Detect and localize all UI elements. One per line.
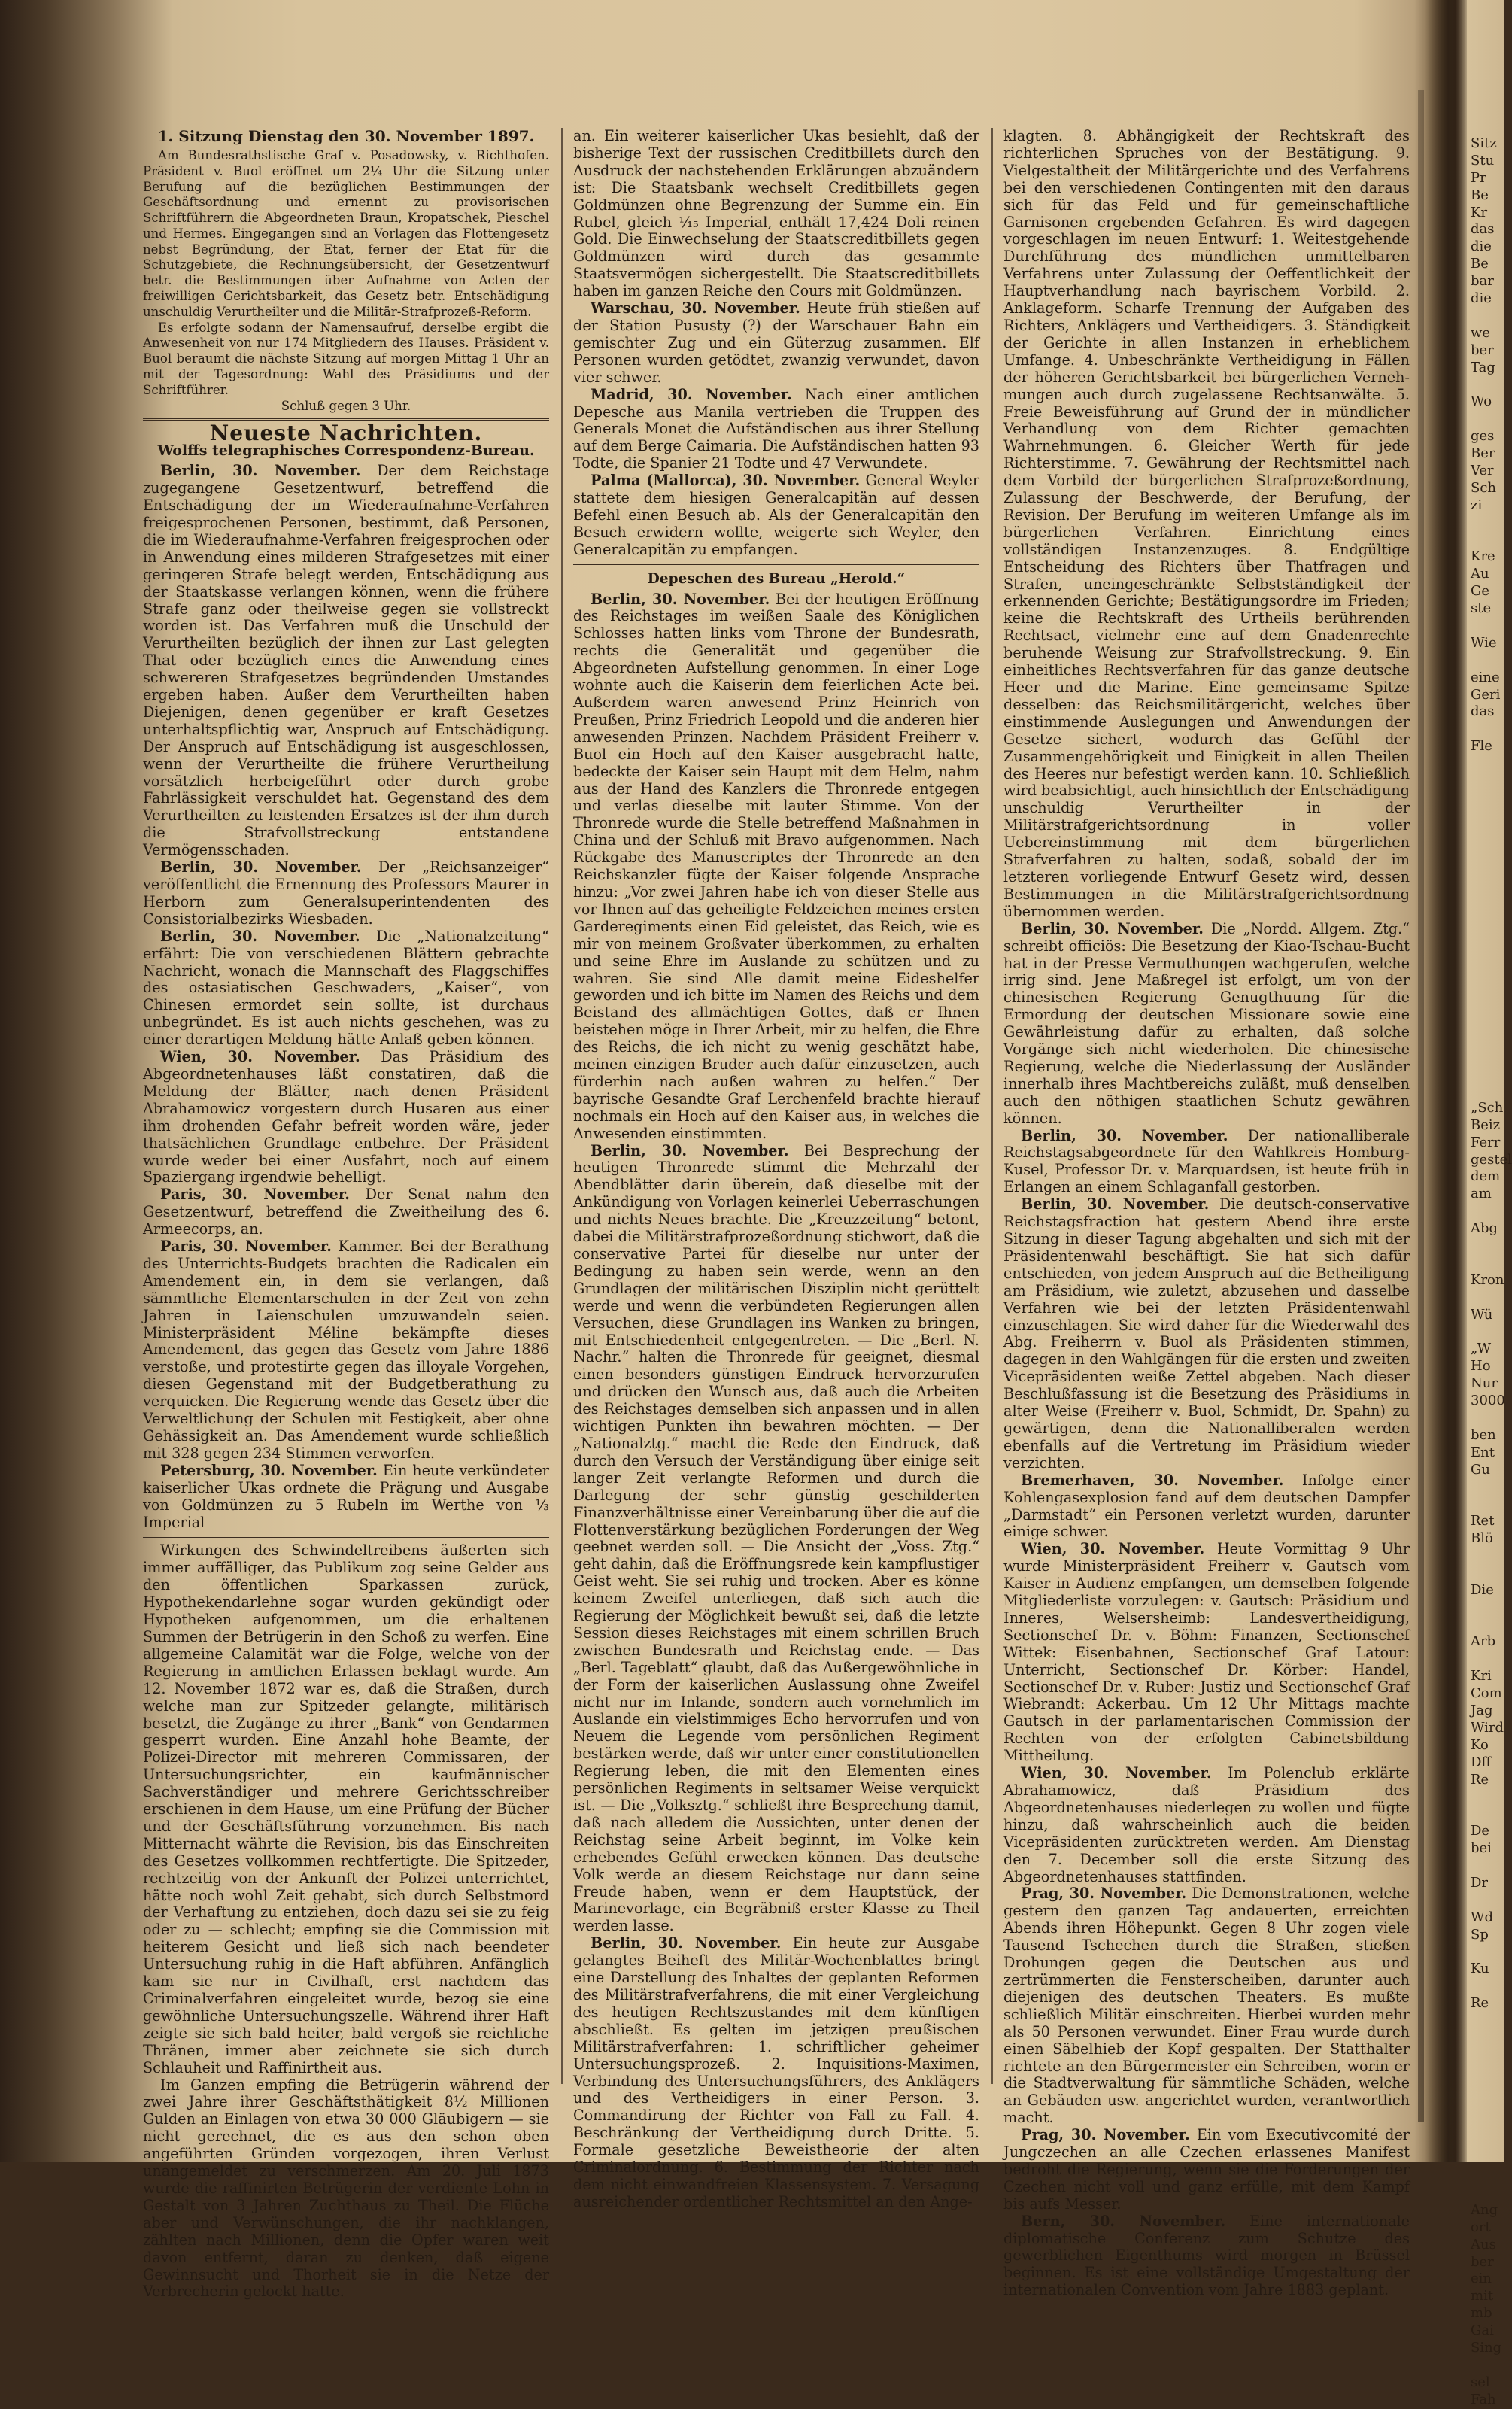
dateline: Warschau, 30. November.: [591, 299, 800, 317]
news-text: Die deutsch-conservative Reichstagsfraction hat gestern Abend ihre erste Sitzung in dieser Tagung abgehalten und sich mit der Präsidentenwahl beschäftigt. Sie hat sich dafür entschieden, von jedem Anspruch auf die Betheiligung am Präsidium, wie zuletzt, abzusehen und dasselbe Verfahren wie bei der letzten Präsidentenwahl einzuschlagen. Sie wird daher für die Wiederwahl des Abg. Freiherrn v. Buol als Präsidenten stimmen, dagegen in den Wahlgängen für die ersten und zweiten Vicepräsidenten weiße Zettel abgeben. Nach dieser Beschlußfassung ist die Besetzung des Präsidiums in alter Weise (Freiherr v. Buol, Schmidt, Dr. Spahn) zu gewärtigen, denn die Nationalliberalen werden ebenfalls auf die Vertretung im Präsidium wieder verzichten.: [1003, 1195, 1410, 1472]
fragment-line: das: [1471, 221, 1495, 238]
fragment-line: [1471, 652, 1504, 670]
dateline: Bern, 30. November.: [1021, 2212, 1226, 2230]
fragment-line: die: [1471, 290, 1492, 307]
news-text: Ein heute verkündeter kaiserlicher Ukas ordnete die Prägung und Ausgabe von Goldmünzen zu 5 Rubeln im Werthe von ⅓ Imperial: [143, 1461, 549, 1531]
news-text: Bei der heutigen Eröffnung des Reichstages im weißen Saale des Königlichen Schlosses hatten links vom Throne der Bundesrath, rechts die Generalität und gegenüber die Abgeordneten Aufstellung genommen. In einer Loge wohnte auch die Kaiserin dem feierlichen Acte bei. Außerdem waren anwesend Prinz Heinrich von Preußen, Prinz Friedrich Leopold und die anderen hier anwesenden Prinzen. Nachdem Präsident Freiherr v. Buol ein Hoch auf den Kaiser ausgebracht hatte, bedeckte der Kaiser sein Haupt mit dem Helm, nahm aus der Hand des Kanzlers die Thronrede entgegen und verlas dieselbe mit lauter Stimme. Von der Thronrede wurde die Stelle betreffend Maßnahmen in China und der Schluß mit Bravo aufgenommen. Nach Rückgabe des Manuscriptes der Thronrede an den Reichskanzler fügte der Kaiser folgende Ansprache hinzu: „Vor zwei Jahren habe ich von dieser Stelle aus vor Ihnen auf das geheiligte Feldzeichen meines ersten Garderegiments einen Eid geleistet, das Reich, wie es mir von meinem Großvater überkommen, zu erhalten und seine Ehre im Auslande zu schützen und zu wahren. Sie sind Alle damit meine Eideshelfer geworden und ich bitte im Namen des Reichs und dem Beistand des allmächtigen Gottes, daß er Ihnen beistehen möge in Ihrer Arbeit, mir zu helfen, die Ehre des Reichs, die ich nicht zu wenig geschätzt habe, meinen einzigen Bruder auch dafür einzusetzen, auch fürderhin nach außen wahren zu helfen.“ Der bayrische Gesandte Graf Lerchenfeld brachte hierauf nochmals ein Hoch auf den Kaiser aus, in welches die Anwesenden einstimmten.: [573, 590, 979, 1142]
fragment-line: [1471, 308, 1504, 325]
fragment-line: Stu: [1471, 152, 1495, 169]
fragment-line: Ho: [1471, 1358, 1491, 1375]
news-item: [573, 1935, 979, 2211]
column-1: [143, 127, 549, 2301]
fragment-line: [1471, 980, 1504, 997]
news-item: [573, 591, 979, 1143]
news-text: Die Demonstrationen, welche gestern den ganzen Tag andauerten, erreichten Abends ihren Höhepunkt. Gegen 8 Uhr zogen viele Tausend Tschechen durch die Straßen, stießen Drohungen gegen die Deutschen aus und zertrümmerten die Fensterscheiben, darunter auch diejenigen des deutschen Theaters. Es mußte schließlich Militär einschreiten. Hierbei wurden mehr als 50 Personen verwundet. Einer Frau wurde durch einen Säbelhieb der Kopf gespalten. Der Statthalter richtete an den Bürgermeister ein Schreiben, worin er die Stadtverwaltung für sämmtliche Schäden, welche an Gebäuden usw. angerichtet wurden, verantwortlich macht.: [1003, 1885, 1410, 2127]
fragment-line: Wird: [1471, 1719, 1504, 1736]
fragment-line: [1471, 1978, 1504, 1995]
news-text: an. Ein weiterer kaiserlicher Ukas besiehlt, daß der bisherige Text der russischen Creditbillets durch den Ausdruck der nachstehenden Erklärungen abzuändern ist: Die Staatsbank wechselt Creditbillets gegen Goldmünzen ohne Begrenzung der Summe ein. Ein Rubel, gleich ¹⁄₁₅ Imperial, enthält 17,424 Doli reinen Gold. Die Einwechselung der Staatscreditbillets gegen Goldmünzen wird durch das gesammte Staatsvermögen sichergestellt. Die Staatscreditbillets haben im ganzen Reiche den Cours mit Goldmünzen.: [573, 127, 979, 300]
news-item: [143, 928, 549, 1049]
dateline: Paris, 30. November.: [160, 1238, 332, 1256]
fragment-line: Aus: [1471, 2236, 1496, 2253]
fragment-line: [1471, 773, 1504, 790]
news-item: [573, 1143, 979, 1936]
news-item: [573, 472, 979, 559]
news-text: Der Senat nahm den Gesetzentwurf, betreffend die Zweitheilung des 6. Armeecorps, an.: [143, 1186, 549, 1238]
news-text: Bei Besprechung der heutigen Thronrede stimmt die Mehrzahl der Abendblätter darin überein, daß dieselbe mit der Ankündigung von Vorlagen keinerlei Ueberraschungen und nichts Neues brachte. Die „Kreuzzeitung“ betont, dabei die Militärstrafprozeßordnung stichwort, daß die conservative Partei für dieselbe nur unter der Bedingung zu haben sein werde, wenn an den Grundlagen der militärischen Disziplin nicht gerüttelt werde und wenn die verbündeten Regierungen allen Versuchen, diese Grundlagen ins Wanken zu bringen, mit Entschiedenheit entgegentreten. — Die „Berl. N. Nachr.“ halten die Thronrede für geeignet, diesmal einen besonders günstigen Eindruck hervorzurufen und drücken den Wunsch aus, daß auch die Arbeiten des Reichstages demselben sich anpassen und in allen wichtigen Punkten ihn bewahren möchten. — Der „Nationalztg.“ macht die Rede den Eindruck, daß durch den Versuch der Verständigung über einige seit langer Zeit verlangte Reformen und durch die Darlegung der sehr günstig geschilderten Finanzverhältnisse einer Vereinbarung über die auf die Flottenverstärkung bezüglichen Forderungen der Weg geebnet werden soll. — Die Ansicht der „Voss. Ztg.“ geht dahin, daß die Eröffnungsrede kein kampflustiger Geist weht. Sie sei ruhig und trocken. Aber es könne keinem Zweifel unterliegen, daß sich auch die Regierung der Möglichkeit bewußt sei, daß die letzte Session dieses Reichstages mit einem schrillen Bruch zwischen Bundesrath und Reichstag ende. — Das „Berl. Tageblatt“ glaubt, daß das Außergewöhnliche in der Form der kaiserlichen Auslassung ohne Zweifel nicht nur im Inlande, sondern auch vornehmlich im Auslande ein vielstimmiges Echo hervorrufen und von Neuem die Legende vom persönlichen Regiment bestärken werde, daß wir unter einer constitutionellen Regierung leben, die mit den Elementen eines persönlichen Regiments in seltsamer Weise verquickt ist. — Die „Volksztg.“ schließt ihre Besprechung damit, daß nach alledem die Aussichten, unter denen der Reichstag seine Arbeit beginnt, im Volke kein erhebendes Gefühl erwecken können. Das deutsche Volk werde an diesem Reichstage nur dann seine Freude haben, wenn er dem Hauptstück, der Marinevorlage, ein Begräbniß erster Klasse zu Theil werden lasse.: [573, 1141, 979, 1935]
news-item: [1003, 2127, 1410, 2213]
fragment-line: [1471, 1031, 1504, 1048]
sitzung-header: 1. Sitzung Dienstag den 30. November 1897.: [157, 127, 535, 145]
news-text: Der nationalliberale Reichstagsabgeordnete für den Wahlkreis Homburg-Kusel, Professor Dr. v. Marquardsen, ist heute früh in Erlangen an einem Schlaganfall gestorben.: [1003, 1126, 1410, 1196]
fragment-line: Pr: [1471, 169, 1486, 186]
news-item: [1003, 1472, 1410, 1542]
fragment-line: [1471, 893, 1504, 910]
fragment-line: Ferr: [1471, 1134, 1501, 1150]
fragment-line: Kri: [1471, 1668, 1492, 1684]
news-text: Ein vom Executivcomité der Jungczechen an alle Czechen erlassenes Manifest bedroht die Regierung, wenn sie die Forderungen der Czechen nicht voll und ganz erfülle, mit dem Kampf bis aufs Messer.: [1003, 2126, 1410, 2213]
fragment-line: Dff: [1471, 1754, 1492, 1770]
fragment-line: Nur: [1471, 1375, 1498, 1392]
fragment-line: Ret: [1471, 1513, 1495, 1530]
fragment-line: [1471, 876, 1504, 893]
news-item: [573, 300, 979, 387]
dateline: Berlin, 30. November.: [1021, 919, 1204, 937]
fragment-line: [1471, 1290, 1504, 1307]
sitzung-end: Schluß gegen 3 Uhr.: [281, 398, 411, 413]
fragment-line: [1471, 1065, 1504, 1083]
news-item: [143, 1238, 549, 1463]
fragment-line: [1471, 790, 1504, 807]
news-text: Im Polenclub erklärte Abrahamowicz, daß Präsidium des Abgeordnetenhauses niederlegen zu wollen und fügte hinzu, daß wahrscheinlich auch die beiden Vicepräsidenten zurücktreten werden. Am Dienstag den 7. December soll die erste Sitzung des Abgeordnetenhauses stattfinden.: [1003, 1764, 1410, 1885]
section-subtitle: Wolffs telegraphisches Correspondenz-Bureau.: [157, 442, 535, 460]
news-item: [143, 1186, 549, 1238]
news-text: Die „Nordd. Allgem. Ztg.“ schreibt officiös: Die Besetzung der Kiao-Tschau-Bucht hat in der Presse Vermuthungen wachgerufen, welche irrig sind. Jene Maßregel ist erfolgt, um von der chinesischen Regierung Genugthuung für die Ermordung der deutschen Missionare sowie eine Gewährleistung dafür zu erhalten, daß solche Vorgänge sich nicht wiederholen. Die chinesische Regierung, welche die Niederlassung der Ausländer innerhalb ihres Machtbereichs zuläßt, muß denselben auch den nöthigen staatlichen Schutz gewähren können.: [1003, 919, 1410, 1127]
news-text: Kammer. Bei der Berathung des Unterrichts-Budgets brachten die Radicalen ein Amendement ein, in dem sie verlangen, daß sämmtliche Elementarschulen in der Zeit von zehn Jahren in Laienschulen umzuwandeln seien. Ministerpräsident Méline bekämpfte dieses Amendement, das gegen das Gesetz vom Jahre 1886 verstoße, und protestirte gegen das illoyale Vorgehen, diesen Gegenstand mit der Budgetberathung zu verquicken. Die Regierung wende das Gesetz über die Verweltlichung der Schulen mit Festigkeit, aber ohne Gehässigkeit an. Das Amendement wurde schließlich mit 328 gegen 234 Stimmen verworfen.: [143, 1238, 549, 1462]
news-text: Infolge einer Kohlengasexplosion fand auf dem deutschen Dampfer „Darmstadt“ ein Personen verletzt wurden, darunter einige schwer.: [1003, 1471, 1410, 1541]
fragment-line: bar: [1471, 273, 1494, 290]
fragment-line: [1471, 2030, 1504, 2047]
news-text: Eine internationale diplomatische Conferenz zum Schutze des gewerblichen Eigenthums wird morgen in Brüssel beginnen. Es ist eine vollständige Umgestaltung der internationalen Convention vom Jahre 1883 geplant.: [1003, 2212, 1410, 2299]
fragment-line: [1471, 2150, 1504, 2167]
dateline: Wien, 30. November.: [160, 1048, 360, 1066]
fragment-line: am: [1471, 1186, 1492, 1202]
fragment-line: Ang: [1471, 2201, 1498, 2218]
fragment-line: [1471, 945, 1504, 962]
fragment-line: Gu: [1471, 1461, 1490, 1478]
fragment-line: [1471, 825, 1504, 842]
fragment-line: Ko: [1471, 1736, 1489, 1753]
column-3: [1003, 127, 1410, 2299]
fragment-line: [1471, 1806, 1504, 1823]
fragment-line: [1471, 1323, 1504, 1341]
fragment-line: [1471, 1238, 1504, 1255]
fragment-line: [1471, 1565, 1504, 1582]
fragment-line: Sitz: [1471, 135, 1497, 151]
dateline: Wien, 30. November.: [1021, 1540, 1205, 1558]
fragment-line: Kron: [1471, 1271, 1504, 1288]
dateline: Berlin, 30. November.: [160, 858, 362, 876]
fragment-line: [1471, 1410, 1504, 1427]
fragment-line: Au: [1471, 566, 1489, 582]
column-rule: [561, 128, 563, 2084]
fragment-line: Ku: [1471, 1961, 1489, 1977]
fragment-line: Fah: [1471, 2391, 1496, 2407]
fragment-line: „W: [1471, 1341, 1492, 1357]
fragment-line: Be: [1471, 187, 1489, 203]
adjacent-page-fragment: [1471, 135, 1512, 2407]
news-item: [1003, 921, 1410, 1128]
fragment-line: Wü: [1471, 1306, 1493, 1323]
fragment-line: we: [1471, 324, 1491, 341]
news-item: [143, 1463, 549, 1532]
news-item: [1003, 1885, 1410, 2127]
news-item: [1003, 1128, 1410, 1197]
fragment-line: Blö: [1471, 1530, 1493, 1547]
fragment-line: [1471, 2167, 1504, 2185]
fragment-line: [1471, 842, 1504, 859]
fragment-line: eine: [1471, 669, 1500, 685]
fragment-line: [1471, 1858, 1504, 1875]
fragment-line: [1471, 962, 1504, 980]
dateline: Bremerhaven, 30. November.: [1021, 1471, 1284, 1489]
book-gutter-shadow: [1425, 0, 1467, 2162]
fragment-line: Jag: [1471, 1703, 1493, 1719]
fragment-line: Ber: [1471, 445, 1495, 462]
fragment-line: [1471, 1083, 1504, 1100]
fragment-line: gestel: [1471, 1151, 1512, 1168]
fragment-line: Gai: [1471, 2322, 1494, 2339]
fragment-line: ges: [1471, 428, 1495, 445]
fragment-line: Sing: [1471, 2340, 1502, 2356]
fragment-line: Die: [1471, 1581, 1494, 1598]
fragment-line: [1471, 531, 1504, 548]
fragment-line: Re: [1471, 1995, 1489, 2012]
fragment-line: Ge: [1471, 583, 1490, 600]
dateline: Berlin, 30. November.: [1021, 1126, 1228, 1144]
section-divider: [573, 564, 979, 565]
section-title: Neueste Nachrichten.: [209, 421, 483, 446]
fragment-line: Kr: [1471, 204, 1488, 220]
fragment-line: [1471, 997, 1504, 1014]
newspaper-page: [143, 127, 1414, 2301]
fragment-line: Com: [1471, 1685, 1502, 1702]
sitzung-text-2: Es erfolgte sodann der Namensaufruf, derselbe ergibt die Anwesenheit von nur 174 Mitgliedern des Hauses. Präsident v. Buol beraumt die nächste Sitzung auf morgen Mittag 1 Uhr an mit der Tagesordnung: Wahl des Präsidiums und der Schriftführer.: [143, 320, 549, 397]
news-text: Heute früh stießen auf der Station Pususty (?) der Warschauer Bahn ein gemischter Zug und ein Güterzug zusammen. Elf Personen wurden getödtet, zwanzig verwundet, davon vier schwer.: [573, 299, 979, 386]
fragment-line: zi: [1471, 497, 1483, 513]
fragment-line: [1471, 1478, 1504, 1496]
news-item: [143, 463, 549, 859]
fragment-line: Be: [1471, 256, 1489, 272]
fragment-line: [1471, 1617, 1504, 1634]
news-text: Der dem Reichstage zugegangene Gesetzentwurf, betreffend die Entschädigung der im Wiederaufnahme-Verfahren freigesprochenen Personen, bestimmt, daß Personen, die im Wiederaufnahme-Verfahren freigesprochen oder in Anwendung eines milderen Strafgesetzes mit einer geringeren Strafe belegt werden, Entschädigung aus der Staatskasse verlangen können, wenn die frühere Strafe ganz oder theilweise gegen sie vollstreckt worden ist. Das Verfahren muß die Unschuld der Verurtheilten bezüglich der ihnen zur Last gelegten That oder bezüglich eines die Anwendung eines schwereren Strafgesetzes begründenden Umstandes ergeben haben. Außer dem Verurtheilten haben Diejenigen, denen gegenüber er kraft Gesetzes unterhaltspflichtig war, Anspruch auf Entschädigung. Der Anspruch auf Entschädigung ist ausgeschlossen, wenn der Verurtheilte die frühere Verurtheilung vorsätzlich herbeigeführt oder durch grobe Fahrlässigkeit verschuldet hat. Gegenstand des dem Verurtheilten zu leistenden Ersatzes ist der ihm durch die Strafvollstreckung entstandene Vermögensschaden.: [143, 462, 549, 859]
fragment-line: [1471, 515, 1504, 532]
fragment-line: [1471, 928, 1504, 945]
sitzung-text: Am Bundesrathstische Graf v. Posadowsky, v. Richthofen. Präsident v. Buol eröffnet um 2¼ Uhr die Sitzung unter Berufung auf die bezüglichen Bestimmungen der Geschäftsordnung und ernennt zu provisorischen Schriftführern die Abgeordneten Braun, Kropatschek, Pieschel und Hermes. Eingegangen sind an Vorlagen das Flottengesetz nebst Begründung, der Etat, ferner der Etat für die Schutzgebiete, die Rechnungsübersicht, der Gesetzentwurf betr. die Bestimmungen über Aufnahme von Acten der freiwilligen Gerichtsbarkeit, das Gesetz betr. Entschädigung unschuldig Verurtheilter und die Militär-Strafprozeß-Reform.: [143, 147, 549, 319]
fragment-line: [1471, 1599, 1504, 1617]
fragment-line: [1471, 1255, 1504, 1272]
fragment-line: ber: [1471, 342, 1494, 358]
news-text: klagten. 8. Abhängigkeit der Rechtskraft des richterlichen Spruches von der Bestätigung. 9. Vielgestaltheit der Militärgerichte und des Verfahrens bei den verschiedenen Contingenten mit den daraus sich für das Feld und für gemeinschaftliche Garnisonen ergebenden Gefahren. Es wird dagegen vorgeschlagen im neuen Entwurf: 1. Weitestgehende Durchführung des mündlichen unmittelbaren Verfahrens unter Zulassung der Oeffentlichkeit der Hauptverhandlung nach bayrischem Vorbild. 2. Anklageform. Scharfe Trennung der Aufgaben des Richters, Anklägers und Vertheidigers. 3. Ständigkeit der Gerichte in allen Instanzen in erheblichem Umfange. 4. Unbeschränkte Vertheidigung in Fällen der höheren Gerichtsbarkeit bei bürgerlichen Vernehmungen auch durch zugelassene Rechtsanwälte. 5. Freie Beweisführung auf Grund der in mündlicher Verhandlung von dem Richter gemachten Wahrnehmungen. 6. Gleicher Werth für jede Richterstimme. 7. Gewährung der Rechtsmittel nach dem Vorbild der bürgerlichen Strafprozeßordnung, Zulassung der Beschwerde, der Berufung, der Revision. Der Berufung im weiteren Umfange als im bürgerlichen Verfahren. Einrichtung eines vollständigen Instanzenzuges. 8. Endgültige Entscheidung des Richters über Thatfragen und Strafen, uneingeschränkte Selbstständigkeit der erkennenden Gerichte; Bestätigungsordre im Frieden; keine die Rechtskraft des Urtheils berührenden Rechtsact, vielmehr eine auf dem Gnadenrechte beruhende Weisung zur Strafvollstreckung. 9. Ein einheitliches Rechtsverfahren für das ganze deutsche Heer und die Marine. Eine gemeinsame Spitze desselben: das Reichsmilitärgericht, welches über einstimmende Auslegungen und Anwendungen der Gesetze sichert, wodurch das Gefühl der Zusammengehörigkeit und Einigkeit in allen Theilen des Heeres nur befestigt werden kann. 10. Schließlich wird beabsichtigt, auch hinsichtlich der Entschädigung unschuldig Verurtheilter in der Militärstrafgerichtsordnung in voller Uebereinstimmung mit dem bürgerlichen Strafverfahren zu halten, sodaß, sobald der im letzteren vorliegende Entwurf Gesetz wird, dessen Bestimmungen in die Militärstrafgerichtsordnung übernommen werden.: [1003, 127, 1410, 920]
fragment-line: [1471, 411, 1504, 428]
feuilleton-divider: [143, 1536, 549, 1538]
fragment-line: [1471, 2047, 1504, 2064]
news-item: [143, 1049, 549, 1186]
news-item: [1003, 2213, 1410, 2300]
feuilleton-text: Im Ganzen empfing die Betrügerin während der zwei Jahre ihrer Geschäftsthätigkeit 8½ Millionen Gulden an Einlagen von etwa 30 000 Gläubigern — sie nicht gerechnet, die es aus den schon oben angeführten Gründen vorgezogen, ihren Verlust unangemeldet zu verschmerzen. Am 20. Juli 1873 wurde die raffinirten Betrügerin der verdiente Lohn in Gestalt von 3 Jahren Zuchthaus zu Theil. Die Flüche aber und Verwünschungen, die ihr nachklangen, zählten nach Millionen, denn die Opfer waren weit davon entfernt, daran zu denken, daß eigene Gewinnsucht und Thorheit sie in die Netze der Verbrecherin gelockt hatte.: [143, 2076, 549, 2301]
fragment-line: die: [1471, 238, 1492, 255]
fragment-line: [1471, 2082, 1504, 2099]
news-text: Die „Nationalzeitung“ erfährt: Die von verschiedenen Blättern gebrachte Nachricht, wonach die Mannschaft des Flaggschiffes des ostasiatischen Geschwaders, „Kaiser“, von Chinesen ermordet sein sollte, ist durchaus unbegründet. Es ist auch nichts geschehen, was zu einer derartigen Meldung hätte Anlaß geben können.: [143, 927, 549, 1049]
fragment-line: [1471, 1789, 1504, 1806]
fragment-line: [1471, 858, 1504, 876]
fragment-line: [1471, 2013, 1504, 2030]
dateline: Palma (Mallorca), 30. November.: [591, 472, 861, 490]
fragment-line: Arb: [1471, 1633, 1496, 1650]
column-rule: [991, 128, 993, 2084]
fragment-line: [1471, 1496, 1504, 1513]
dateline: Wien, 30. November.: [1021, 1764, 1212, 1782]
dateline: Madrid, 30. November.: [591, 385, 792, 403]
fragment-line: [1471, 2099, 1504, 2116]
fragment-line: Wo: [1471, 393, 1492, 410]
fragment-line: [1471, 1548, 1504, 1565]
news-item: [1003, 1541, 1410, 1765]
dateline: Berlin, 30. November.: [591, 1141, 789, 1159]
fragment-line: Beiz: [1471, 1116, 1501, 1133]
fragment-line: Wd: [1471, 1909, 1494, 1925]
news-text: General Weyler stattete dem hiesigen Generalcapitän auf dessen Befehl einen Besuch ab. Als der Generalcapitän den Besuch erwidern wollte, weigerte sich Weyler, den Generalcapitän zu empfangen.: [573, 472, 979, 558]
fragment-line: [1471, 2133, 1504, 2150]
fragment-line: bei: [1471, 1840, 1492, 1857]
feuilleton-text: Wirkungen des Schwindeltreibens äußerten sich immer auffälliger, das Publikum zog seine Gelder aus den öffentlichen Sparkassen zurück, Hypothekendarlehne sogar wurden gekündigt oder Hypotheken aufgenommen, um die erhaltenen Summen der Betrügerin in den Schoß zu werfen. Eine allgemeine Calamität war die Folge, welche von der Regierung in amtlichen Erlassen beklagt wurde. Am 12. November 1872 war es, daß die Straßen, durch welche man zur Spitzeder gelangte, militärisch besetzt, die Zugänge zu ihrer „Bank“ von Gendarmen gesperrt wurden. Eine Anzahl hohe Beamte, der Polizei-Director mit mehreren Commissaren, der Untersuchungsrichter, ein kaufmännischer Sachverständiger und mehrere Gerichtsschreiber erschienen in dem Hause, um eine Prüfung der Bücher und der Geschäftsführung vorzunehmen. Bis nach Mitternacht währte die Revision, bis das Einschreiten des Gesetzes vollkommen rechtfertigte. Die Spitzeder, rechtzeitig von der Ankunft der Polizei unterrichtet, hätte noch wohl Zeit gehabt, sich durch Selbstmord der Verhaftung zu entziehen, doch dazu sei sie zu feig oder zu — schlecht; empfing sie die Commission mit heiterem Gesicht und ließ sich nach beendeter Untersuchung ruhig in die Haft abführen. Anfänglich kam sie nur in Civilhaft, erst nachdem das Criminalverfahren eingeleitet wurde, bezog sie eine gewöhnliche Untersuchungszelle. Während ihrer Haft zeigte sie sich bald heiter, bald vergoß sie reichliche Thränen, immer aber zeichnete sie sich durch Schlauheit und Raffinirtheit aus.: [143, 1542, 549, 2076]
fragment-line: [1471, 1651, 1504, 1668]
fragment-line: [1471, 2357, 1504, 2374]
fragment-line: [1471, 2116, 1504, 2133]
fragment-line: De: [1471, 1823, 1490, 1839]
dateline: Petersburg, 30. November.: [160, 1461, 378, 1479]
dateline: Berlin, 30. November.: [160, 927, 360, 945]
fragment-line: [1471, 755, 1504, 773]
depeschen-title: Depeschen des Bureau „Herold.“: [647, 570, 906, 587]
fragment-line: [1471, 1203, 1504, 1220]
fragment-line: dem: [1471, 1168, 1501, 1185]
fragment-line: mit: [1471, 2288, 1494, 2304]
fragment-line: [1471, 376, 1504, 393]
page-fold: [1418, 90, 1424, 2122]
fragment-line: [1471, 1944, 1504, 1961]
fragment-line: [1471, 807, 1504, 825]
fragment-line: [1471, 721, 1504, 738]
fragment-line: [1471, 2064, 1504, 2082]
dateline: Berlin, 30. November.: [591, 590, 770, 608]
fragment-line: Ent: [1471, 1444, 1495, 1460]
dateline: Prag, 30. November.: [1021, 2126, 1190, 2144]
news-text: Nach einer amtlichen Depesche aus Manila vertrieben die Truppen des Generals Monet die Aufständischen aus ihrer Stellung auf dem Berge Caimaria. Die Aufständischen hatten 93 Todte, die Spanier 21 Todte und 47 Verwundete.: [573, 385, 979, 472]
news-text: Das Präsidium des Abgeordnetenhauses läßt constatiren, daß die Meldung der Blätter, nach denen Präsident Abrahamowicz vorgestern durch Husaren aus einer ihm drohenden Gefahr befreit worden wäre, jeder thatsächlichen Grundlage entbehre. Der Präsident wurde weder bei einer Ausfahrt, noch auf einem Spaziergang irgendwie behelligt.: [143, 1048, 549, 1186]
news-item: [143, 859, 549, 928]
fragment-line: 3000: [1471, 1393, 1505, 1409]
dateline: Berlin, 30. November.: [591, 1934, 782, 1952]
fragment-line: ein: [1471, 2271, 1492, 2287]
fragment-line: ben: [1471, 1426, 1496, 1443]
fragment-line: Re: [1471, 1771, 1489, 1788]
fragment-line: Fle: [1471, 738, 1492, 755]
news-item: [573, 387, 979, 473]
fragment-line: sel: [1471, 2374, 1490, 2390]
fragment-line: [1471, 910, 1504, 928]
fragment-line: Sch: [1471, 479, 1497, 496]
news-text: Ein heute zur Ausgabe gelangtes Beiheft des Militär-Wochenblattes bringt eine Darstellung des Inhaltes der geplanten Reformen des Militärstrafverfahrens, die mit einer Vergleichung des heutigen Rechtszustandes mit dem künftigen abschließt. Es gelten im jetzigen preußischen Militärstrafverfahren: 1. schriftlicher geheimer Untersuchungsprozeß. 2. Inquisitions-Maximen, Verbindung des Untersuchungsführers, des Anklägers und des Vertheidigers in einer Person. 3. Commandirung der Richter von Fall zu Fall. 4. Beschränkung der Vertheidigung durch Dritte. 5. Formale gesetzliche Beweistheorie der alten Criminalordnung. 6. Bestimmung der Richter nach dem nicht einwandfreien Klassensystem. 7. Versagung ausreichender ordentlicher Rechtsmittel an den Ange-: [573, 1934, 979, 2210]
fragment-line: Wie: [1471, 634, 1497, 651]
news-text: Der „Reichsanzeiger“ veröffentlicht die Ernennung des Professors Maurer in Herborn zum Generalsuperintendenten des Consistorialbezirks Wiesbaden.: [143, 858, 549, 928]
fragment-line: ste: [1471, 600, 1492, 617]
dateline: Paris, 30. November.: [160, 1186, 350, 1204]
fragment-line: Sp: [1471, 1926, 1489, 1943]
column-2: [573, 127, 979, 2210]
dateline: Berlin, 30. November.: [1021, 1195, 1210, 1214]
dateline: Prag, 30. November.: [1021, 1885, 1187, 1903]
dateline: Berlin, 30. November.: [160, 462, 361, 480]
news-item: [1003, 1196, 1410, 1472]
news-text: Heute Vormittag 9 Uhr wurde Ministerpräsident Freiherr v. Gautsch vom Kaiser in Audienz empfangen, um demselben folgende Mitgliederliste vorzulegen: v. Gautsch: Präsidium und Inneres, Welsersheimb: Landesvertheidigung, Sectionschef Dr. v. Böhm: Finanzen, Sectionschef Wittek: Eisenbahnen, Sectionschef Graf Latour: Unterricht, Sectionschef Dr. Körber: Handel, Sectionschef Dr. v. Ruber: Justiz und Sectionschef Graf Wiebrandt: Ackerbau. Um 12 Uhr Mittags machte Gautsch in der parlamentarischen Commission der Rechten von der erfolgten Cabinetsbildung Mittheilung.: [1003, 1540, 1410, 1765]
fragment-line: [1471, 618, 1504, 635]
fragment-line: „Sch: [1471, 1099, 1504, 1116]
fragment-line: ort: [1471, 2219, 1491, 2235]
fragment-line: [1471, 2185, 1504, 2202]
fragment-line: [1471, 1048, 1504, 1065]
fragment-line: Tag: [1471, 359, 1495, 375]
fragment-line: ber: [1471, 2253, 1494, 2270]
fragment-line: Ver: [1471, 462, 1494, 478]
fragment-line: Abg: [1471, 1220, 1498, 1237]
fragment-line: [1471, 1892, 1504, 1909]
fragment-line: Kre: [1471, 548, 1495, 565]
fragment-line: Dr: [1471, 1874, 1489, 1891]
fragment-line: das: [1471, 703, 1495, 720]
fragment-line: [1471, 1013, 1504, 1031]
fragment-line: Geri: [1471, 686, 1501, 703]
fragment-line: mb: [1471, 2305, 1492, 2322]
news-item: [1003, 1765, 1410, 1885]
